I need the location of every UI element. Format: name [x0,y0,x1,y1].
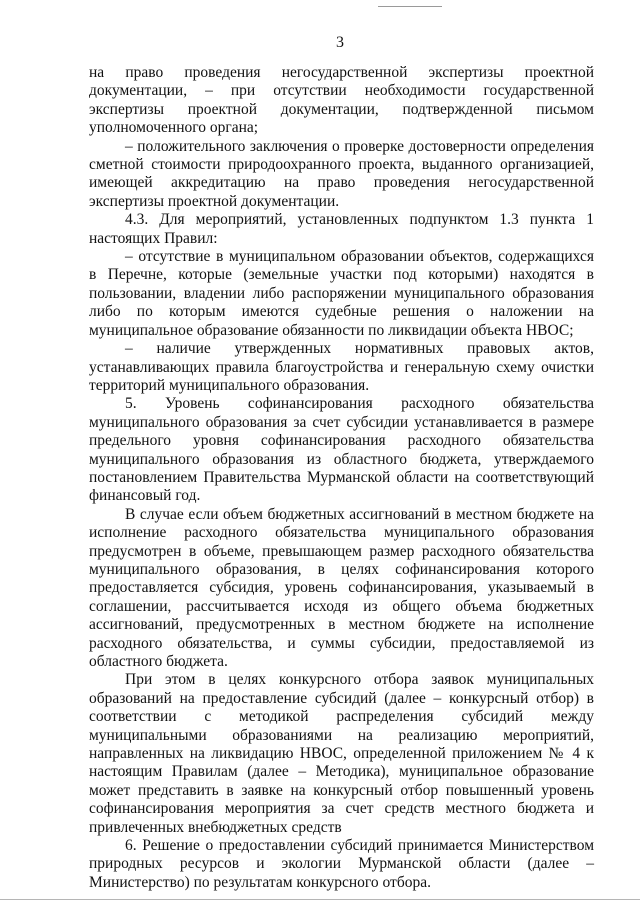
paragraph-3: 4.3. Для мероприятий, установленных подпунктом 1.3 пункта 1 настоящих Правил: [89,211,594,247]
document-body [89,64,594,892]
paragraph-7: В случае если объем бюджетных ассигнований в местном бюджете на исполнение расходного обязательства муниципального образования предусмотрен в объеме, превышающем размер расходного обязательства муниципального образования, в целях софинансирования которого предоставляется субсидия, уровень софинансирования, указываемый в соглашении, рассчитывается исходя из общего объема бюджетных ассигнований, предусмотренных в местном бюджете на исполнение расходного обязательства, и суммы субсидии, предоставляемой из областного бюджета. [89,505,594,670]
paragraph-6: 5. Уровень софинансирования расходного обязательства муниципального образования за счет субсидии устанавливается в размере предельного уровня софинансирования расходного обязательства муниципального образования из областного бюджета, утверждаемого постановлением Правительства Мурманской области на соответствующий финансовый год. [89,395,594,505]
paragraph-5: – наличие утвержденных нормативных правовых актов, устанавливающих правила благоустройства и генеральную схему очистки территорий муниципального образования. [89,340,594,394]
page-number: 3 [336,34,344,51]
bottom-scan-line [0,899,640,900]
paragraph-9: 6. Решение о предоставлении субсидий принимается Министерством природных ресурсов и экологии Мурманской области (далее – Министерство) по результатам конкурсного отбора. [89,837,594,891]
paragraph-8: При этом в целях конкурсного отбора заявок муниципальных образований на предоставление субсидий (далее – конкурсный отбор) в соответствии с методикой распределения субсидий между муниципальными образованиями на реализацию мероприятий, направленных на ликвидацию НВОС, определенной приложением № 4 к настоящим Правилам (далее – Методика), муниципальное образование может представить в заявке на конкурсный отбор повышенный уровень софинансирования мероприятия за счет средств местного бюджета и привлеченных внебюджетных средств [89,671,594,836]
paragraph-2: – положительного заключения о проверке достоверности определения сметной стоимости природоохранного проекта, выданного организацией, имеющей аккредитацию на право проведения негосударственной экспертизы проектной документации. [89,137,594,210]
top-scan-line [378,6,442,7]
paragraph-4: – отсутствие в муниципальном образовании объектов, содержащихся в Перечне, которые (земельные участки под которыми) находятся в пользовании, владении либо распоряжении муниципального образования либо по которым имеются судебные решения о наложении на муниципальное образование обязанности по ликвидации объекта НВОС; [89,248,594,339]
paragraph-1: на право проведения негосударственной экспертизы проектной документации, – при отсутствии необходимости государственной экспертизы проектной документации, подтвержденной письмом уполномоченного органа; [89,64,594,137]
